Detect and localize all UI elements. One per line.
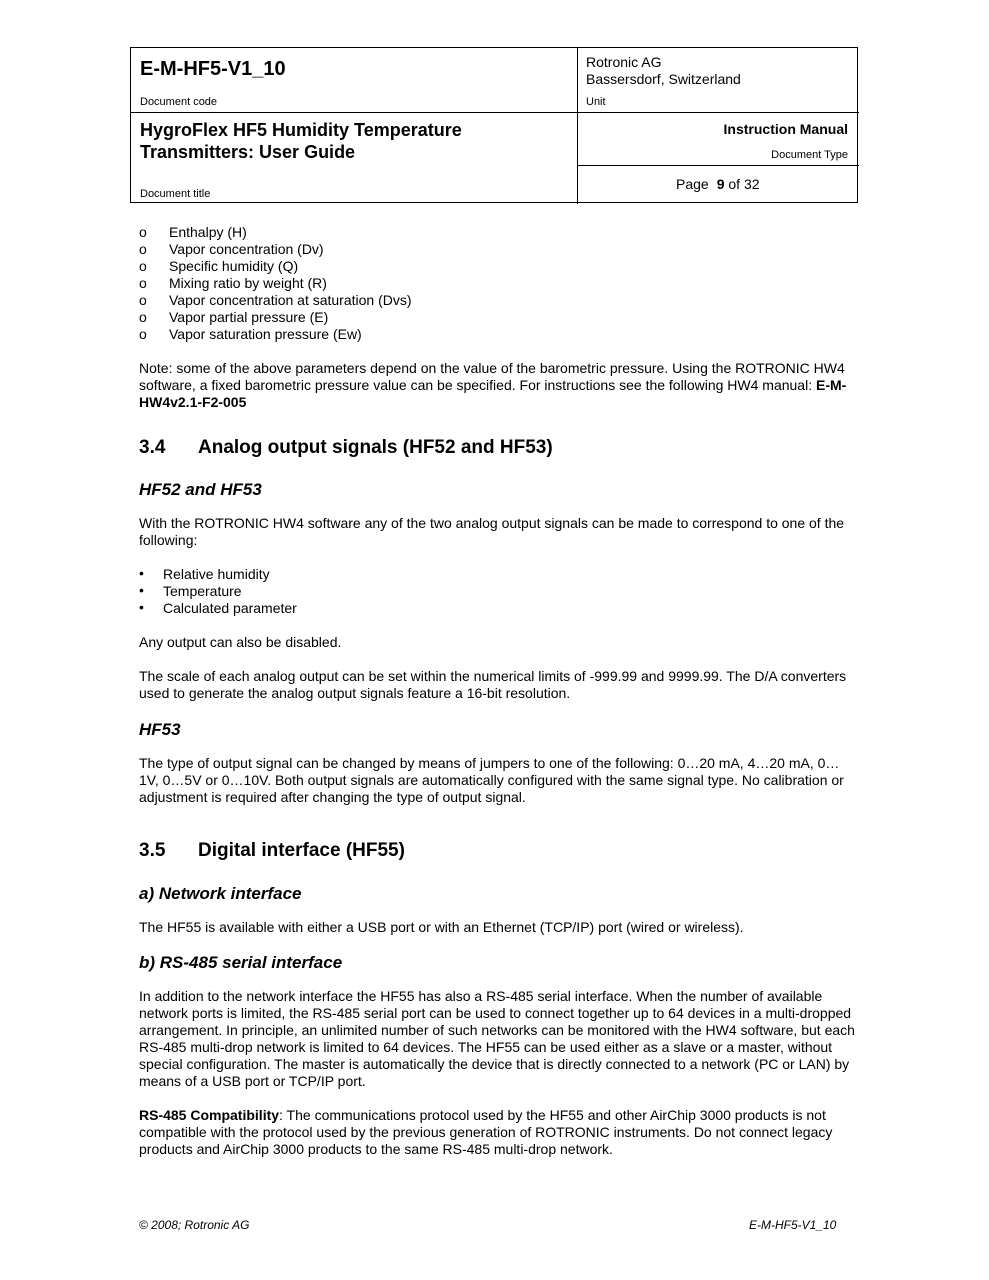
header-divider-horizontal <box>131 112 859 113</box>
list-item <box>139 275 855 292</box>
list-marker: o <box>139 326 147 342</box>
footer-copyright: © 2008; Rotronic AG <box>139 1218 250 1232</box>
document-code: E-M-HF5-V1_10 <box>140 58 286 80</box>
title-line-1: HygroFlex HF5 Humidity Temperature <box>140 120 462 140</box>
paragraph: Any output can also be disabled. <box>139 634 342 650</box>
page-indicator <box>676 176 760 192</box>
section-heading-3-5 <box>139 839 855 863</box>
list-item <box>139 224 855 241</box>
footer-document-code: E-M-HF5-V1_10 <box>749 1218 837 1232</box>
parameter-list <box>139 224 855 343</box>
bullet-marker: • <box>139 599 144 615</box>
list-marker: o <box>139 292 147 308</box>
section-heading-3-4 <box>139 436 855 460</box>
unit-label: Unit <box>586 96 606 108</box>
company-location: Bassersdorf, Switzerland <box>586 71 741 87</box>
subheading-hf53: HF53 <box>139 720 181 739</box>
subheading-network-interface: a) Network interface <box>139 884 302 903</box>
bullet-text: Calculated parameter <box>163 600 297 616</box>
list-marker: o <box>139 275 147 291</box>
note-text: Note: some of the above parameters depend on the value of the barometric pressure. Using the ROTRONIC HW4 software, a fixed barometric pressure value can be specified. For instructions see the following HW4 manual: <box>139 360 845 393</box>
document-title-label: Document title <box>140 188 211 200</box>
list-item-text: Vapor concentration at saturation (Dvs) <box>169 292 412 308</box>
list-item-text: Vapor partial pressure (E) <box>169 309 329 325</box>
bullet-item <box>139 600 855 617</box>
list-item <box>139 258 855 275</box>
paragraph: In addition to the network interface the HF55 has also a RS-485 serial interface. When the number of available network ports is limited, the RS-485 serial port can be used to connect together up to 64 devices in a multi-dropped arrangement. In principle, an unlimited number of such networks can be monitored with the HW4 software, but each RS-485 multi-drop network is limited to 64 devices. The HF55 can be used either as a slave or a master, without special configuration. The master is automatically the device that is directly connected to a network (PC or LAN) by means of a USB port or TCP/IP port. <box>139 988 855 1089</box>
paragraph: With the ROTRONIC HW4 software any of the two analog output signals can be made to correspond to one of the following: <box>139 515 845 548</box>
section-title: Analog output signals (HF52 and HF53) <box>198 437 553 458</box>
document-type-label: Document Type <box>771 149 848 161</box>
bullet-marker: • <box>139 582 144 598</box>
subheading-rs485-interface: b) RS-485 serial interface <box>139 953 343 972</box>
list-item <box>139 241 855 258</box>
paragraph: The scale of each analog output can be set within the numerical limits of -999.99 and 9999.99. The D/A converters used to generate the analog output signals feature a 16-bit resolution. <box>139 668 847 701</box>
compatibility-paragraph <box>139 1107 855 1158</box>
list-item <box>139 309 855 326</box>
output-options-list <box>139 566 855 617</box>
document-type: Instruction Manual <box>723 121 848 137</box>
compatibility-label: RS-485 Compatibility <box>139 1107 280 1123</box>
bullet-text: Temperature <box>163 583 242 599</box>
title-line-2: Transmitters: User Guide <box>140 142 356 162</box>
list-item-text: Specific humidity (Q) <box>169 258 299 274</box>
subheading-hf52-hf53: HF52 and HF53 <box>139 480 262 499</box>
list-item-text: Mixing ratio by weight (R) <box>169 275 327 291</box>
bullet-item <box>139 583 855 600</box>
company-name: Rotronic AG <box>586 54 662 70</box>
company-info <box>586 54 741 88</box>
page-total: of 32 <box>728 176 760 192</box>
barometric-note <box>139 360 855 411</box>
list-item-text: Enthalpy (H) <box>169 224 247 240</box>
header-divider-vertical <box>577 48 578 204</box>
bullet-marker: • <box>139 565 144 581</box>
compatibility-text: : The communications protocol used by the HF55 and other AirChip 3000 products is not compatible with the protocol used by the previous generation of ROTRONIC instruments. Do not connect legacy products and AirChip 3000 products to the same RS-485 multi-drop network. <box>139 1107 833 1157</box>
document-title <box>140 119 462 163</box>
document-code-label: Document code <box>140 96 218 108</box>
page-number: 9 <box>716 176 725 192</box>
manual-reference: E-M-HW4v2.1-F2-005 <box>139 377 847 410</box>
bullet-text: Relative humidity <box>163 566 270 582</box>
list-item-text: Vapor concentration (Dv) <box>169 241 324 257</box>
list-item <box>139 292 855 309</box>
header-divider-page <box>577 165 859 166</box>
paragraph: The HF55 is available with either a USB port or with an Ethernet (TCP/IP) port (wired or wireless). <box>139 919 744 935</box>
list-marker: o <box>139 309 147 325</box>
list-marker: o <box>139 258 147 274</box>
page-content <box>139 224 855 1158</box>
section-number: 3.5 <box>139 840 166 861</box>
document-header <box>130 47 858 203</box>
section-number: 3.4 <box>139 437 166 458</box>
page-label: Page <box>676 176 709 192</box>
paragraph: The type of output signal can be changed by means of jumpers to one of the following: 0…20 mA, 4…20 mA, 0…1V, 0…5V or 0…10V. Both output signals are automatically configured with the same signal type. No calibration or adjustment is required after changing the type of output signal. <box>139 755 844 805</box>
list-marker: o <box>139 241 147 257</box>
section-title: Digital interface (HF55) <box>198 840 405 861</box>
list-item-text: Vapor saturation pressure (Ew) <box>169 326 362 342</box>
list-marker: o <box>139 224 147 240</box>
bullet-item <box>139 566 855 583</box>
list-item <box>139 326 855 343</box>
